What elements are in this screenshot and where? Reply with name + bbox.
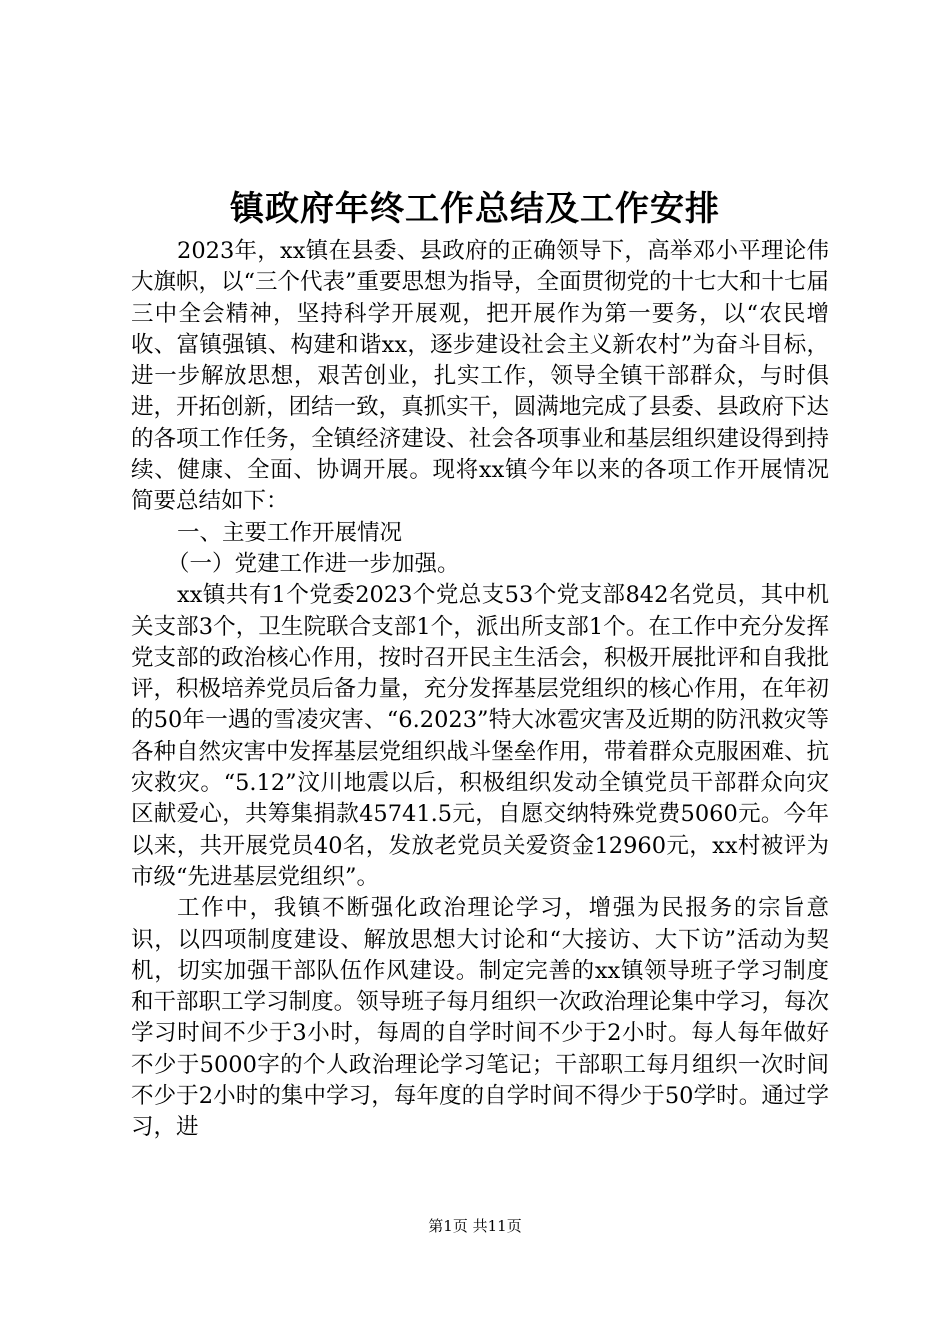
document-title: 镇政府年终工作总结及工作安排: [230, 189, 720, 229]
paragraph-intro: 2023年，xx镇在县委、县政府的正确领导下，高举邓小平理论伟大旗帜，以“三个代表”重要思想为指导，全面贯彻党的十七大和十七届三中全会精神，坚持科学开展观，把开展作为第一要务，以“农民增收、富镇强镇、构建和谐xx，逐步建设社会主义新农村”为奋斗目标，进一步解放思想，艰苦创业，扎实工作，领导全镇干部群众，与时俱进，开拓创新，团结一致，真抓实干，圆满地完成了县委、县政府下达的各项工作任务，全镇经济建设、社会各项事业和基层组织建设得到持续、健康、全面、协调开展。现将xx镇今年以来的各项工作开展情况简要总结如下：: [131, 238, 830, 515]
document-body: [131, 236, 829, 1144]
section-heading: 一、主要工作开展情况: [177, 519, 403, 546]
paragraph-party-building: xx镇共有1个党委2023个党总支53个党支部842名党员，其中机关支部3个，卫生院联合支部1个，派出所支部1个。在工作中充分发挥党支部的政治核心作用，按时召开民主生活会，积极开展批评和自我批评，积极培养党员后备力量，充分发挥基层党组织的核心作用，在年初的50年一遇的雪凌灾害、“6.2023”特大冰雹灾害及近期的防汛救灾等各种自然灾害中发挥基层党组织战斗堡垒作用，带着群众克服困难、抗灾救灾。“5.12”汶川地震以后，积极组织发动全镇党员干部群众向灾区献爱心，共筹集捐款45741.5元，自愿交纳特殊党费5060元。今年以来，共开展党员40名，发放老党员关爱资金12960元，xx村被评为市级“先进基层党组织”。: [131, 582, 829, 890]
paragraph-study: 工作中，我镇不断强化政治理论学习，增强为民报务的宗旨意识，以四项制度建设、解放思想大讨论和“大接访、大下访”活动为契机，切实加强干部队伍作风建设。制定完善的xx镇领导班子学习制度和干部职工学习制度。领导班子每月组织一次政治理论集中学习，每次学习时间不少于3小时，每周的自学时间不少于2小时。每人每年做好不少于5000字的个人政治理论学习笔记；干部职工每月组织一次时间不少于2小时的集中学习，每年度的自学时间不得少于50学时。通过学习，进: [131, 895, 829, 1141]
page-number-footer: 第1页 共11页: [428, 1217, 522, 1235]
sub-heading: （一）党建工作进一步加强。: [167, 550, 460, 577]
